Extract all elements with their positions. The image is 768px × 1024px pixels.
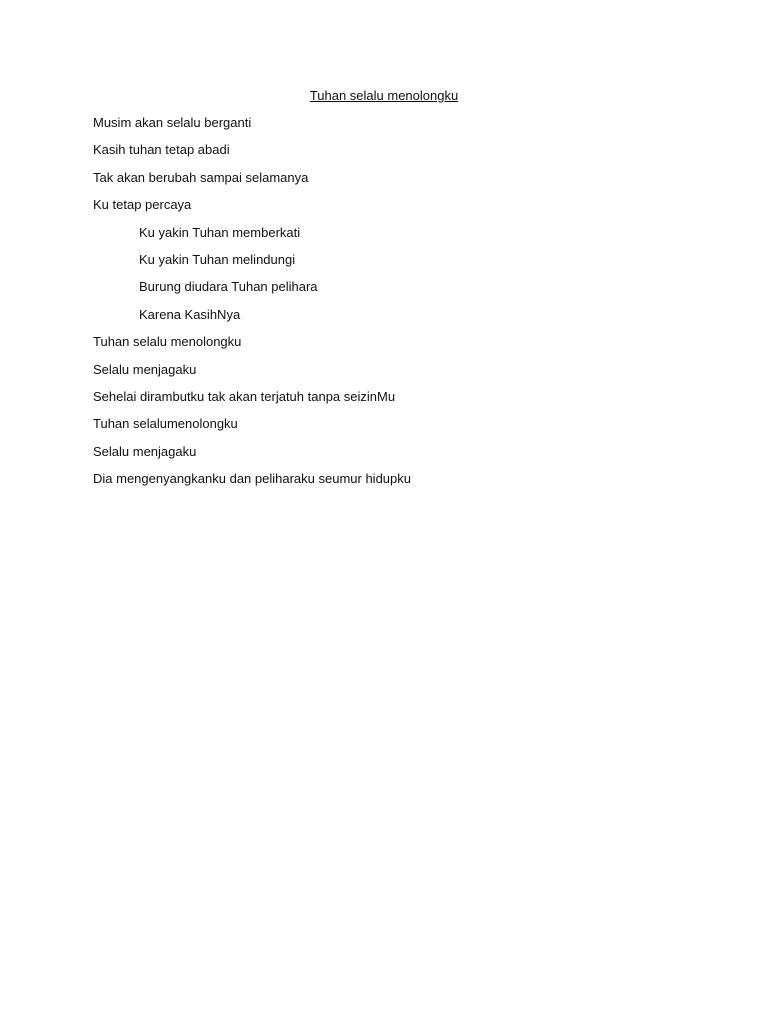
poem-line: Dia mengenyangkanku dan peliharaku seumur hidupku: [93, 471, 411, 487]
poem-line: Selalu menjagaku: [93, 443, 197, 459]
poem-line-indented: Ku yakin Tuhan memberkati: [139, 224, 301, 240]
poem-line: Ku tetap percaya: [93, 197, 192, 213]
document-title: Tuhan selalu menolongku: [309, 88, 459, 103]
poem-line: Tak akan berubah sampai selamanya: [93, 169, 309, 185]
poem-line: Tuhan selalu menolongku: [93, 334, 242, 350]
poem-line: Musim akan selalu berganti: [93, 115, 252, 130]
poem-line: Sehelai dirambutku tak akan terjatuh tanpa seizinMu: [93, 388, 396, 404]
poem-line-indented: Burung diudara Tuhan pelihara: [139, 279, 318, 295]
poem-body: [93, 114, 693, 497]
poem-line: Kasih tuhan tetap abadi: [93, 142, 230, 158]
poem-line-indented: Karena KasihNya: [139, 306, 241, 322]
poem-line: Tuhan selalumenolongku: [93, 416, 238, 432]
poem-line-indented: Ku yakin Tuhan melindungi: [139, 251, 296, 267]
poem-line: Selalu menjagaku: [93, 361, 197, 377]
